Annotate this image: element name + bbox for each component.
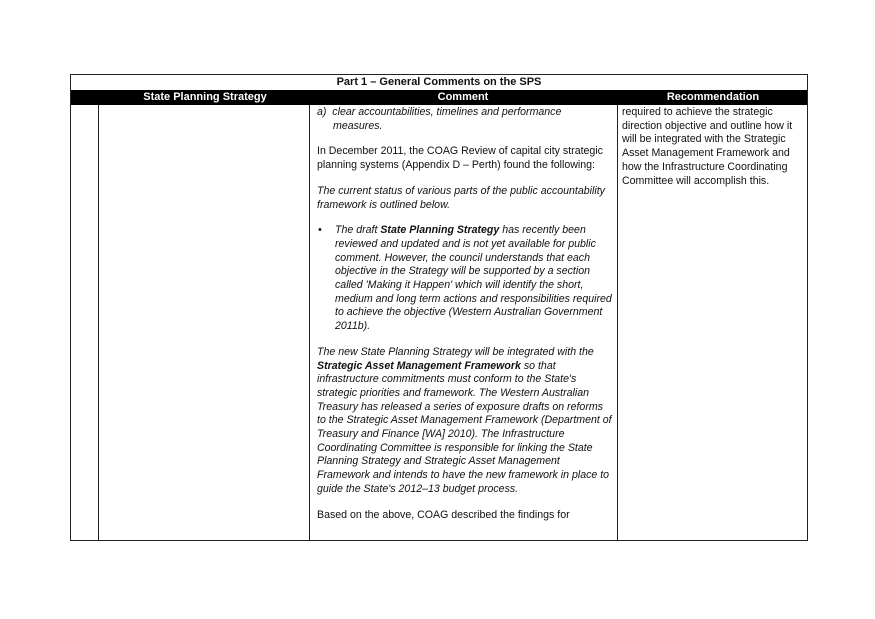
comment-bullet: • The draft State Planning Strategy has recently been reviewed and updated and is not yet available for public comment. However, the council understands that each objective in the Strategy will be supported by a section called 'Making it Happen' which will identify the short, medium and long term actions and responsibilities required to achieve the objective (Western Australian Government 2011b). (318, 224, 612, 333)
header-recommendation: Recommendation (666, 91, 760, 103)
header-comment: Comment (437, 91, 489, 103)
column-divider (98, 105, 99, 540)
comment-paragraph: In December 2011, the COAG Review of capital city strategic planning systems (Appendix D – Perth) found the following: (317, 145, 603, 172)
column-divider (617, 105, 618, 540)
comment-item-a: a) clear accountabilities, timelines and performance measures. (317, 106, 562, 132)
table-title: Part 1 – General Comments on the SPS (71, 75, 807, 91)
comment-quote: The new State Planning Strategy will be integrated with the Strategic Asset Management Framework so that infrastructure commitments must conform to the State's strategic priorities and framework. The Western Australian Treasury has released a series of exposure drafts on reforms to the Strategic Asset Management Framework (Department of Treasury and Finance [WA] 2010). The Infrastructure Coordinating Committee is responsible for linking the State Planning Strategy and Strategic Asset Management Framework and intends to have the new framework in place to guide the State's 2012–13 budget process. (317, 345, 612, 495)
bullet-icon: • (318, 224, 322, 237)
table-header-row (71, 90, 807, 105)
comment-cell (317, 106, 613, 522)
header-state-planning-strategy: State Planning Strategy (143, 91, 267, 103)
column-divider (309, 105, 310, 540)
recommendation-text: required to achieve the strategic direction objective and outline how it will be integrated with the Strategic Asset Management Framework and how the Infrastructure Coordinating Committee will accomplish this. (622, 106, 793, 187)
comment-paragraph: Based on the above, COAG described the findings for (317, 508, 570, 521)
recommendation-cell (622, 106, 808, 188)
comments-table (70, 74, 808, 541)
comment-quote: The current status of various parts of the public accountability framework is outlined below. (317, 184, 605, 211)
